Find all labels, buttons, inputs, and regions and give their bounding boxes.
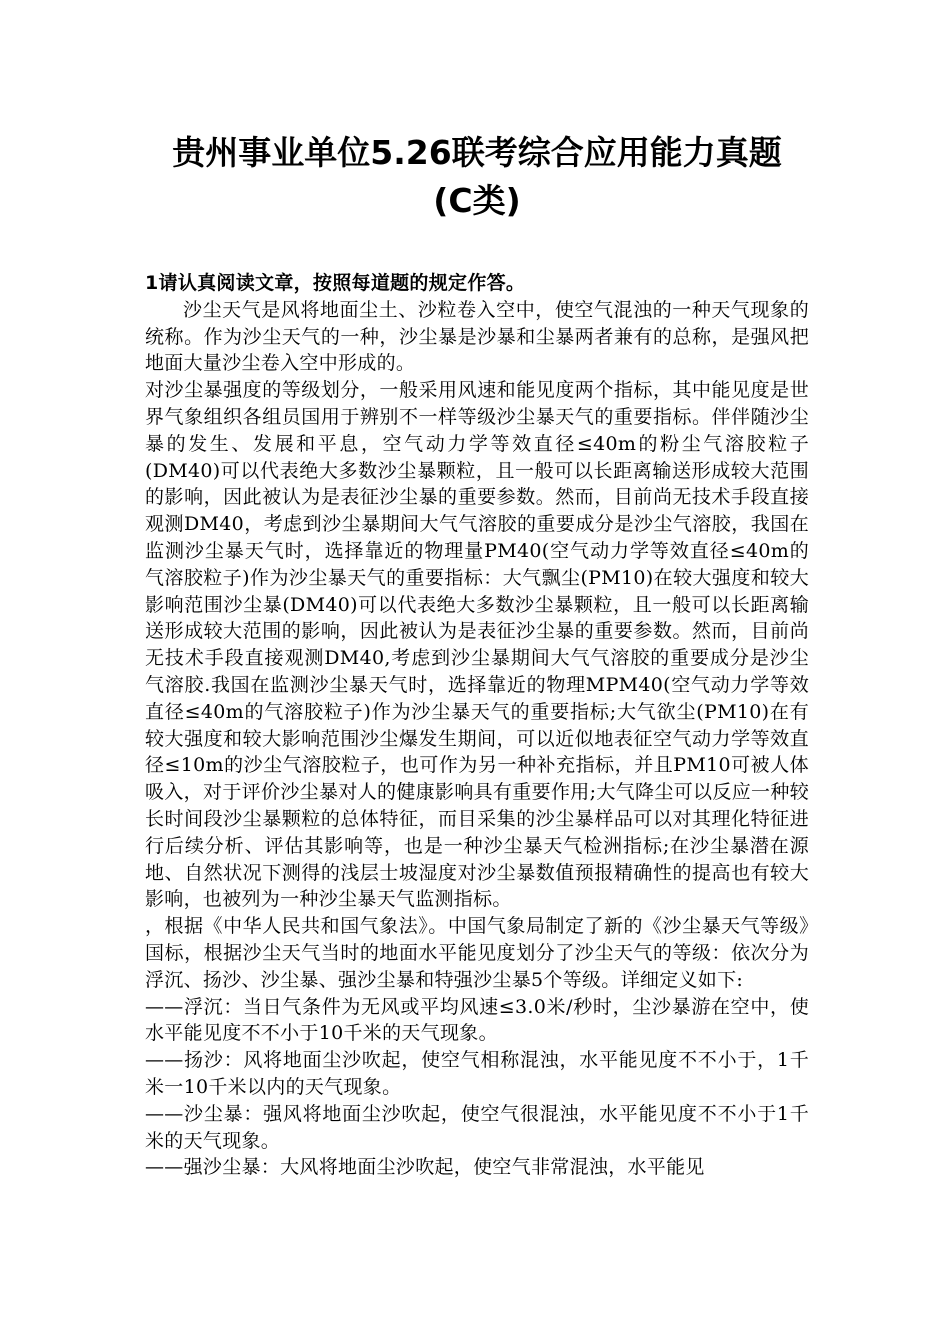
paragraph: 对沙尘暴强度的等级划分，一般采用风速和能见度两个指标，其中能见度是世界气象组织各组员国用于辨别不一样等级沙尘暴天气的重要指标。伴伴随沙尘暴的发生、发展和平息，空气动力学等效直径≤40m的粉尘气溶胶粒子(DM40)可以代表绝大多数沙尘暴颗粒，且一般可以长距离输送形成较大范围的影响，因此被认为是表征沙尘暴的重要参数。然而，目前尚无技术手段直接观测DM40，考虑到沙尘暴期间大气气溶胶的重要成分是沙尘气溶胶，我国在监测沙尘暴天气时，选择靠近的物理量PM40(空气动力学等效直径≤40m的气溶胶粒子)作为沙尘暴天气的重要指标：大气飘尘(PM10)在较大强度和较大影响范围沙尘暴(DM40)可以代表绝大多数沙尘暴颗粒，且一般可以长距离输送形成较大范围的影响，因此被认为是表征沙尘暴的重要参数。然而，目前尚无技术手段直接观测DM40,考虑到沙尘暴期间大气气溶胶的重要成分是沙尘气溶胶.我国在监测沙尘暴天气时，选择靠近的物理MPM40(空气动力学等效直径≤40m的气溶胶粒子)作为沙尘暴天气的重要指标;大气欲尘(PM10)在有较大强度和较大影响范围沙尘爆发生期间，可以近似地表征空气动力学等效直径≤10m的沙尘气溶胶粒子，也可作为另一种补充指标，并且PM10可被人体吸入，对于评价沙尘暴对人的健康影响具有重要作用;大气降尘可以反应一种较长时间段沙尘暴颗粒的总体特征，而目采集的沙尘暴样品可以对其理化特征进行后续分析、评估其影响等，也是一种沙尘暴天气检洲指标;在沙尘暴潜在源地、自然状况下测得的浅层士坡湿度对沙尘暴数值预报精确性的提高也有较大影响，也被列为一种沙尘暴天气监测指标。 <box>145 379 809 911</box>
document-page <box>145 0 809 1344</box>
paragraph: ——浮沉：当日气条件为无风或平均风速≤3.0米/秒时，尘沙暴游在空中，使水平能见度不不小于10千米的天气现象。 <box>145 995 809 1045</box>
document-body <box>145 270 809 1181</box>
paragraph: 沙尘天气是风将地面尘土、沙粒卷入空中，使空气混浊的一种天气现象的统称。作为沙尘天气的一种，沙尘暴是沙暴和尘暴两者兼有的总称，是强风把地面大量沙尘卷入空中形成的。 <box>145 298 809 375</box>
document-subtitle: (C类) <box>433 181 521 220</box>
question-heading: 1请认真阅读文章，按照每道题的规定作答。 <box>145 272 526 294</box>
paragraph: ——强沙尘暴：大风将地面尘沙吹起，使空气非常混浊，水平能见 <box>145 1156 705 1179</box>
document-title: 贵州事业单位5.26联考综合应用能力真题 <box>172 133 782 172</box>
paragraph: ——沙尘暴：强风将地面尘沙吹起，使空气很混浊，水平能见度不不小于1千米的天气现象。 <box>145 1102 809 1152</box>
paragraph: ——扬沙：风将地面尘沙吹起，使空气相称混浊，水平能见度不不小于，1千米一10千米以内的天气现象。 <box>145 1049 809 1098</box>
paragraph: ，根据《中华人民共和国气象法》。中国气象局制定了新的《沙尘暴天气等级》国标，根据沙尘天气当时的地面水平能见度划分了沙尘天气的等级：依次分为浮沉、扬沙、沙尘暴、强沙尘暴和特强沙尘暴5个等级。详细定义如下: <box>145 915 809 991</box>
